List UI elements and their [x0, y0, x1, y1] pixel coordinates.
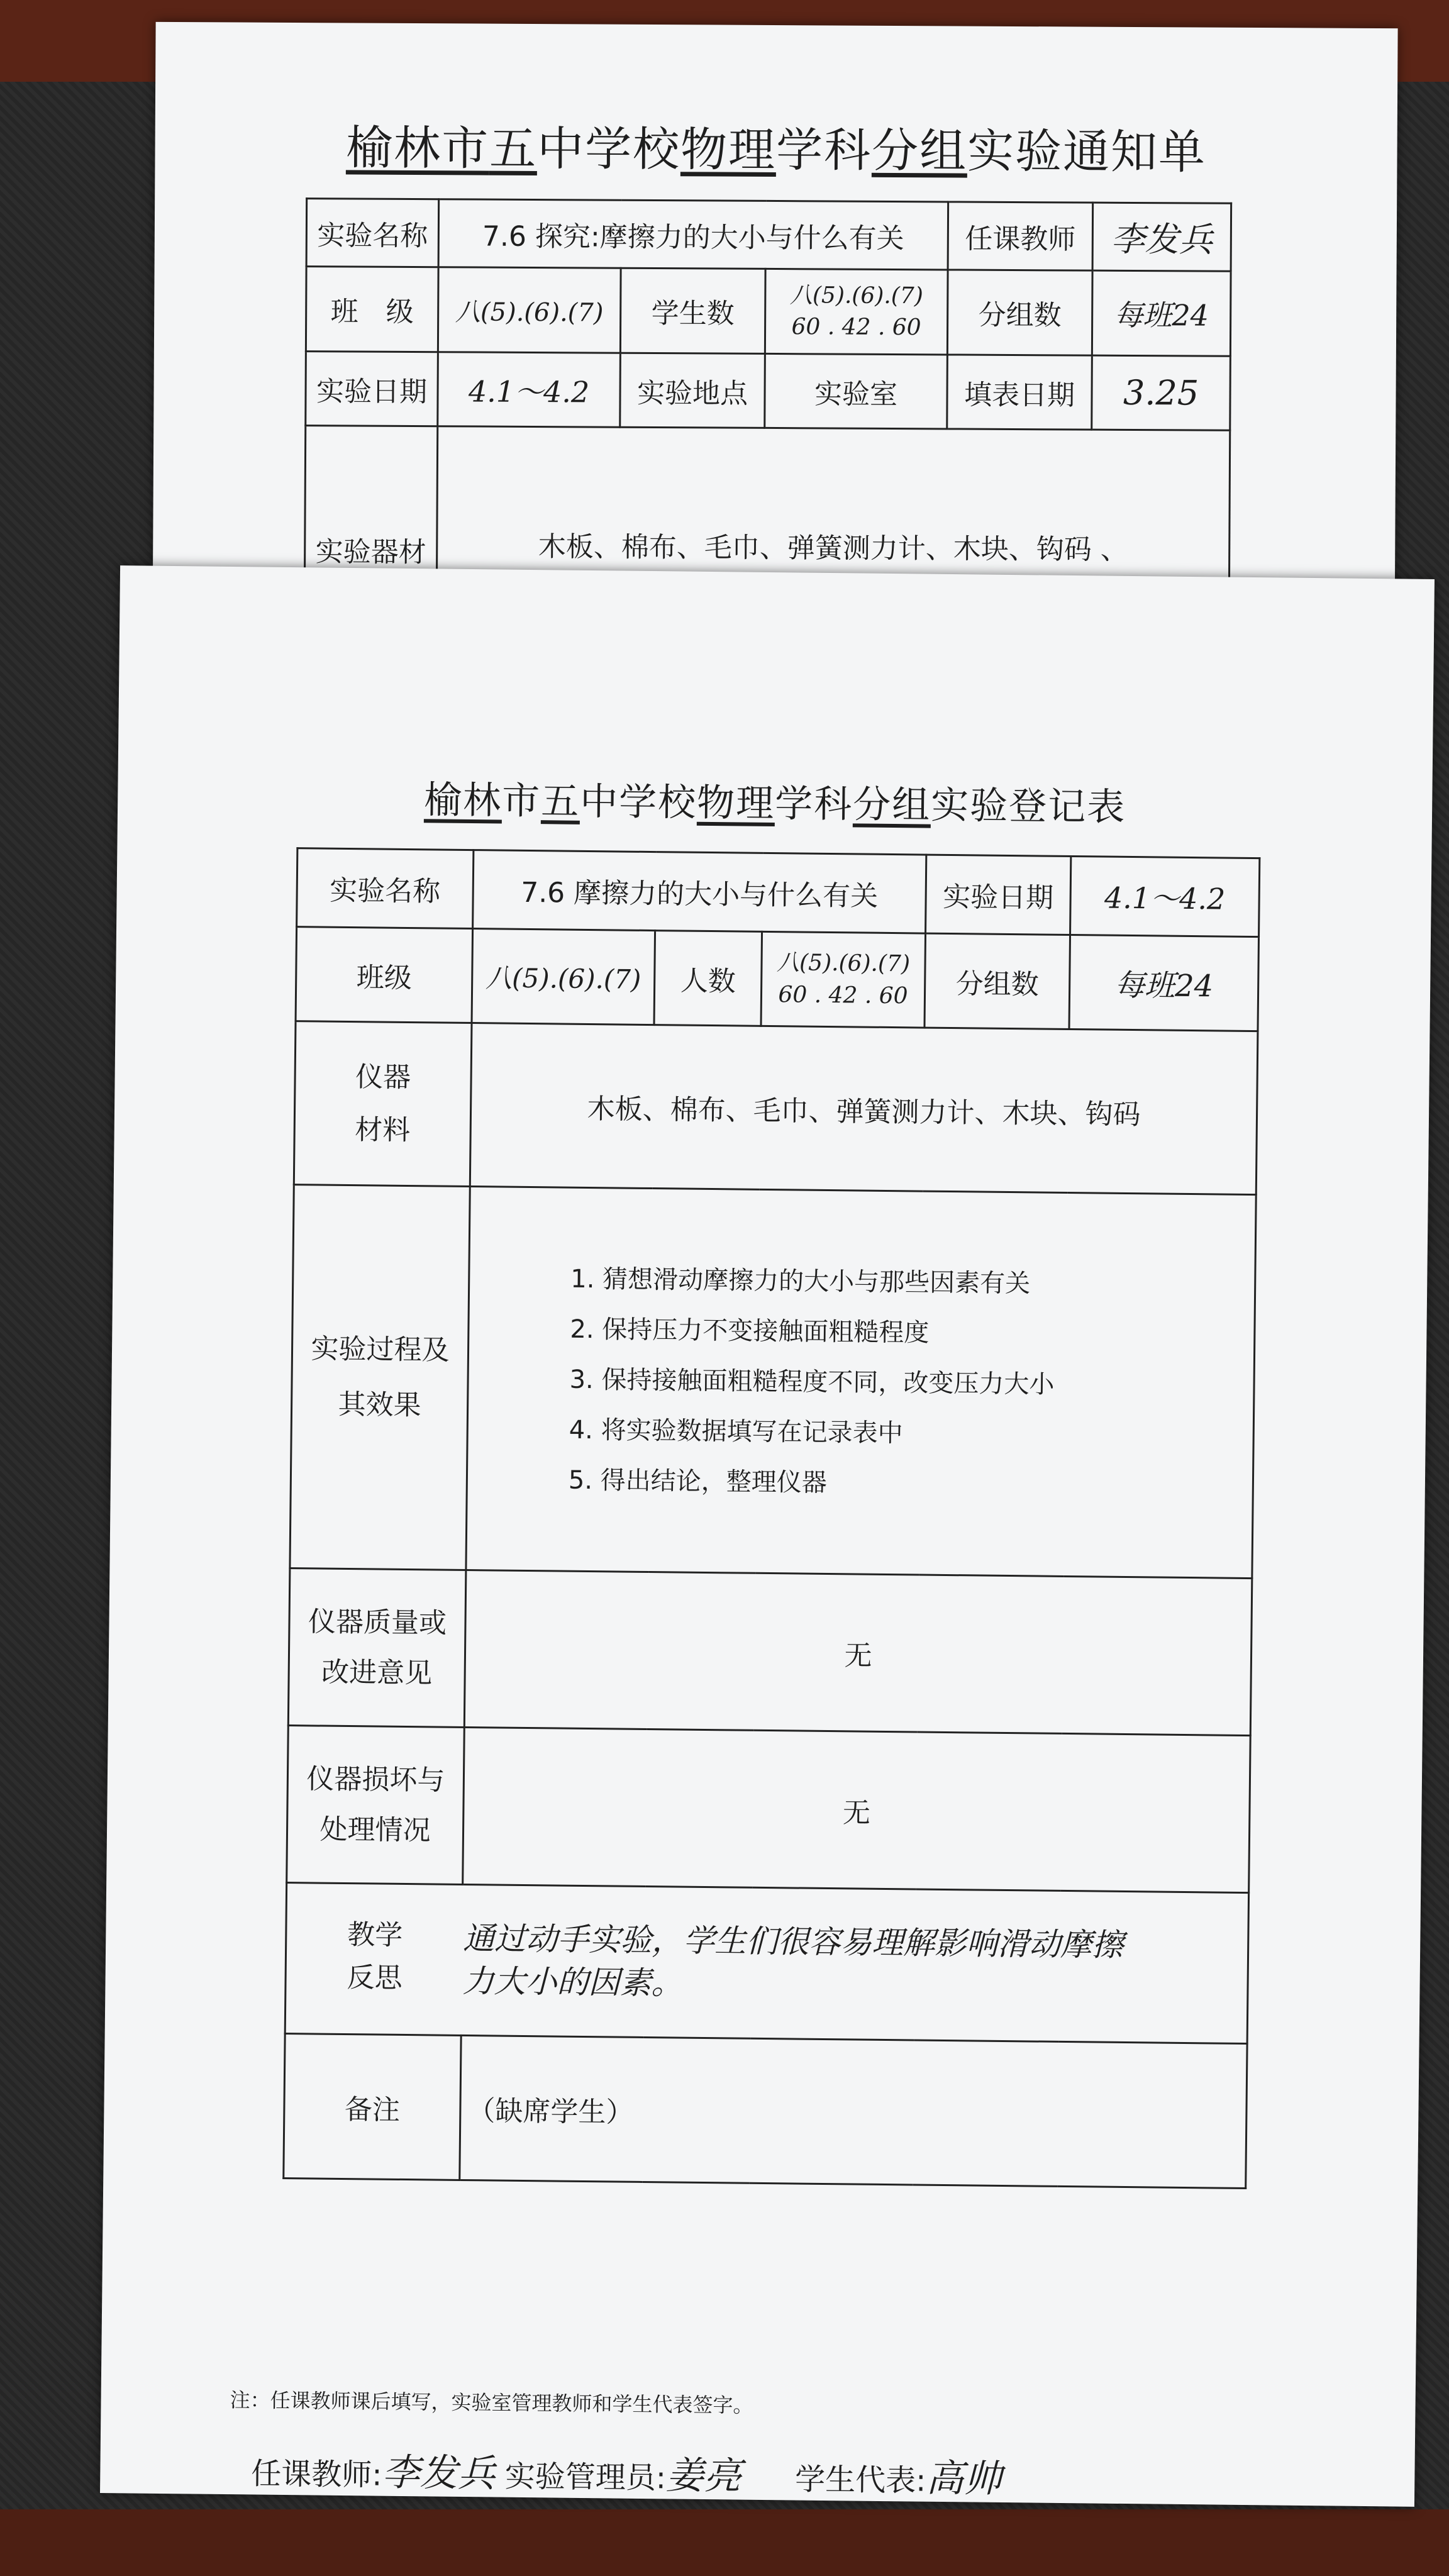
- student-rep-signature: 高帅: [926, 2456, 1002, 2501]
- record-signatures: [251, 2441, 1002, 2502]
- record-footnote: 注：任课教师课后填写，实验室管理教师和学生代表签字。: [230, 2388, 753, 2418]
- record-date-label: 实验日期: [926, 855, 1071, 935]
- step-item: 3. 保持接触面粗糙程度不同，改变压力大小: [569, 1365, 1055, 1399]
- record-damage-label: 仪器损坏与 处理情况: [287, 1726, 465, 1885]
- record-materials-label: 仪器 材料: [294, 1021, 472, 1187]
- notice-equipment-value: 木板、棉布、毛巾、弹簧测力计、木块、钩码 、: [436, 426, 1230, 619]
- record-class-value: 八(5).(6).(7): [472, 929, 655, 1025]
- notice-title: 榆林市五中学校物理学科分组实验通知单: [345, 121, 1207, 180]
- step-item: 4. 将实验数据填写在记录表中: [569, 1415, 903, 1448]
- teacher-sign-label: 任课教师:: [251, 2456, 382, 2493]
- manager-signature: 姜亮: [665, 2453, 742, 2499]
- notice-equipment-label: 实验器材: [304, 426, 438, 615]
- notice-teacher-label: 任课教师: [948, 202, 1093, 270]
- record-people-value: 八(5).(6).(7) 60 . 42 . 60: [761, 931, 926, 1028]
- notice-table: [304, 197, 1232, 620]
- notice-name-value: 7.6 探究:摩擦力的大小与什么有关: [438, 199, 948, 270]
- record-materials-value: 木板、棉布、毛巾、弹簧测力计、木块、钩码: [470, 1023, 1258, 1195]
- notice-date-value: 4.1～4.2: [438, 352, 621, 428]
- notice-date-label: 实验日期: [306, 352, 438, 426]
- record-damage-value: 无: [463, 1727, 1251, 1892]
- record-groups-label: 分组数: [924, 933, 1070, 1029]
- notice-class-label: 班 级: [306, 267, 438, 352]
- record-remark-label: 备注: [284, 2034, 461, 2180]
- notice-name-label: 实验名称: [306, 199, 439, 267]
- notice-groups-label: 分组数: [947, 270, 1092, 355]
- reflection-label-2: 反思: [347, 1961, 402, 1994]
- record-quality-label: 仪器质量或 改进意见: [288, 1568, 466, 1728]
- notice-groups-value: 每班24: [1092, 270, 1231, 356]
- notice-fill-date-value: 3.25: [1092, 355, 1231, 430]
- notice-students-value: 八(5).(6).(7) 60 . 42 . 60: [765, 269, 948, 355]
- student-rep-label: 学生代表:: [794, 2462, 926, 2499]
- record-date-value: 4.1～4.2: [1070, 856, 1260, 936]
- record-people-label: 人数: [654, 931, 762, 1026]
- step-item: 5. 得出结论，整理仪器: [568, 1465, 828, 1497]
- reflection-text-2: 力大小的因素。: [462, 1962, 683, 2002]
- manager-sign-label: 实验管理员:: [504, 2458, 667, 2496]
- record-name-value: 7.6 摩擦力的大小与什么有关: [473, 850, 926, 934]
- record-remark-value: （缺席学生）: [460, 2035, 1247, 2188]
- desk-bottom-edge: [0, 2509, 1449, 2576]
- record-reflection: [285, 1883, 1248, 2044]
- teacher-signature: 李发兵: [382, 2450, 496, 2496]
- record-table: [282, 847, 1260, 2189]
- record-title: 榆林市五中学校物理学科分组实验登记表: [423, 778, 1126, 830]
- reflection-text-1: 通过动手实验，学生们很容易理解影响滑动摩擦: [462, 1919, 1124, 1963]
- notice-place-value: 实验室: [765, 353, 948, 429]
- notice-class-value: 八(5).(6).(7): [438, 267, 621, 353]
- step-item: 2. 保持压力不变接触面粗糙程度: [570, 1314, 930, 1348]
- notice-sheet: [152, 22, 1397, 657]
- notice-fill-date-label: 填表日期: [947, 355, 1092, 430]
- record-sheet: [100, 565, 1435, 2507]
- reflection-label-1: 教学: [347, 1919, 403, 1951]
- record-process-steps: [466, 1187, 1256, 1579]
- notice-students-label: 学生数: [620, 268, 765, 353]
- record-class-label: 班级: [296, 927, 473, 1023]
- record-process-label: 实验过程及 其效果: [290, 1185, 470, 1570]
- notice-teacher-value: 李发兵: [1092, 203, 1231, 271]
- record-name-label: 实验名称: [297, 848, 474, 929]
- record-quality-value: 无: [464, 1570, 1252, 1735]
- notice-place-label: 实验地点: [620, 353, 765, 428]
- step-item: 1. 猜想滑动摩擦力的大小与那些因素有关: [570, 1264, 1031, 1298]
- record-groups-value: 每班24: [1069, 935, 1259, 1031]
